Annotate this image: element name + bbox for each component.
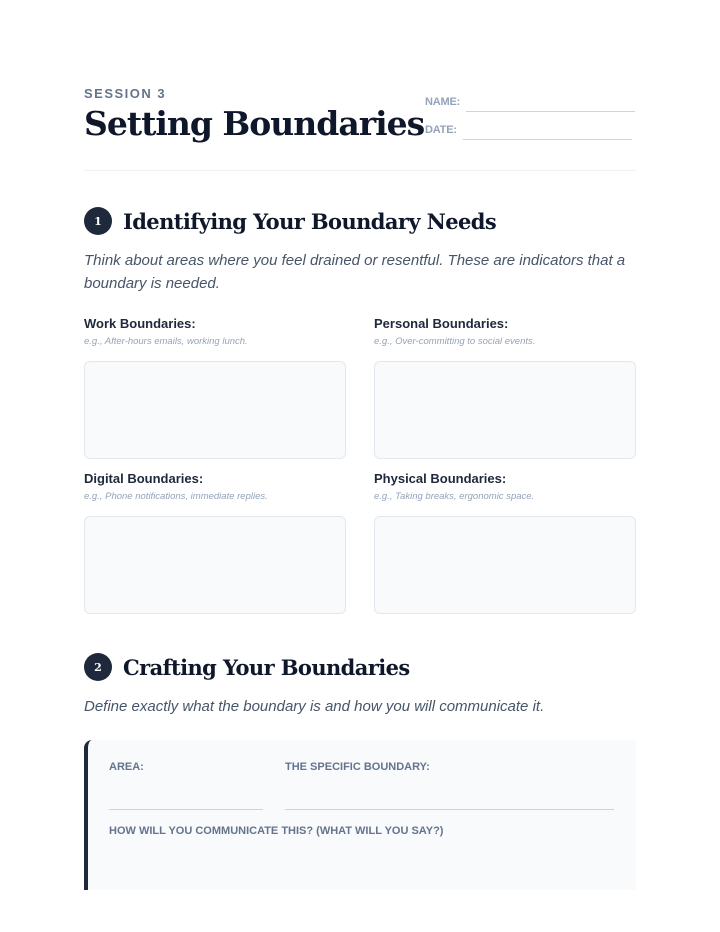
- digital-boundaries-hint: e.g., Phone notifications, immediate replies.: [84, 491, 268, 502]
- specific-boundary-label: THE SPECIFIC BOUNDARY:: [285, 761, 430, 773]
- personal-boundaries-field: [374, 316, 636, 459]
- physical-boundaries-hint: e.g., Taking breaks, ergonomic space.: [374, 491, 535, 502]
- section-1-number-badge: 1: [84, 207, 112, 235]
- section-2-heading: [84, 653, 410, 681]
- section-2-number-badge: 2: [84, 653, 112, 681]
- work-boundaries-field: [84, 316, 346, 459]
- personal-boundaries-label: Personal Boundaries:: [374, 316, 509, 331]
- personal-boundaries-hint: e.g., Over-committing to social events.: [374, 336, 536, 347]
- name-input-line[interactable]: [466, 110, 635, 112]
- section-2-title: Crafting Your Boundaries: [123, 654, 410, 680]
- date-label: DATE:: [425, 124, 457, 136]
- physical-boundaries-label: Physical Boundaries:: [374, 471, 507, 486]
- worksheet-page: [84, 0, 636, 932]
- communicate-label: HOW WILL YOU COMMUNICATE THIS? (WHAT WILL YOU SAY?): [109, 825, 444, 837]
- date-input-line[interactable]: [463, 138, 632, 140]
- header-divider: [84, 170, 636, 171]
- area-label: AREA:: [109, 761, 144, 773]
- area-input-line[interactable]: [109, 809, 263, 810]
- section-1-title: Identifying Your Boundary Needs: [123, 208, 497, 234]
- digital-boundaries-textarea[interactable]: [84, 516, 346, 614]
- session-label: SESSION 3: [84, 86, 167, 101]
- digital-boundaries-label: Digital Boundaries:: [84, 471, 204, 486]
- page-title: Setting Boundaries: [84, 104, 425, 143]
- date-row: [425, 124, 632, 136]
- name-row: [425, 96, 635, 108]
- digital-boundaries-field: [84, 471, 346, 614]
- work-boundaries-label: Work Boundaries:: [84, 316, 196, 331]
- specific-boundary-input-line[interactable]: [285, 809, 614, 810]
- personal-boundaries-textarea[interactable]: [374, 361, 636, 459]
- physical-boundaries-textarea[interactable]: [374, 516, 636, 614]
- section-1-intro: Think about areas where you feel drained or resentful. These are indicators that a boundary is needed.: [84, 252, 626, 292]
- section-1-heading: [84, 207, 496, 235]
- section-2-intro: Define exactly what the boundary is and how you will communicate it.: [84, 698, 545, 715]
- name-label: NAME:: [425, 96, 461, 108]
- boundary-craft-card: [84, 740, 636, 890]
- work-boundaries-textarea[interactable]: [84, 361, 346, 459]
- work-boundaries-hint: e.g., After-hours emails, working lunch.: [84, 336, 248, 347]
- physical-boundaries-field: [374, 471, 636, 614]
